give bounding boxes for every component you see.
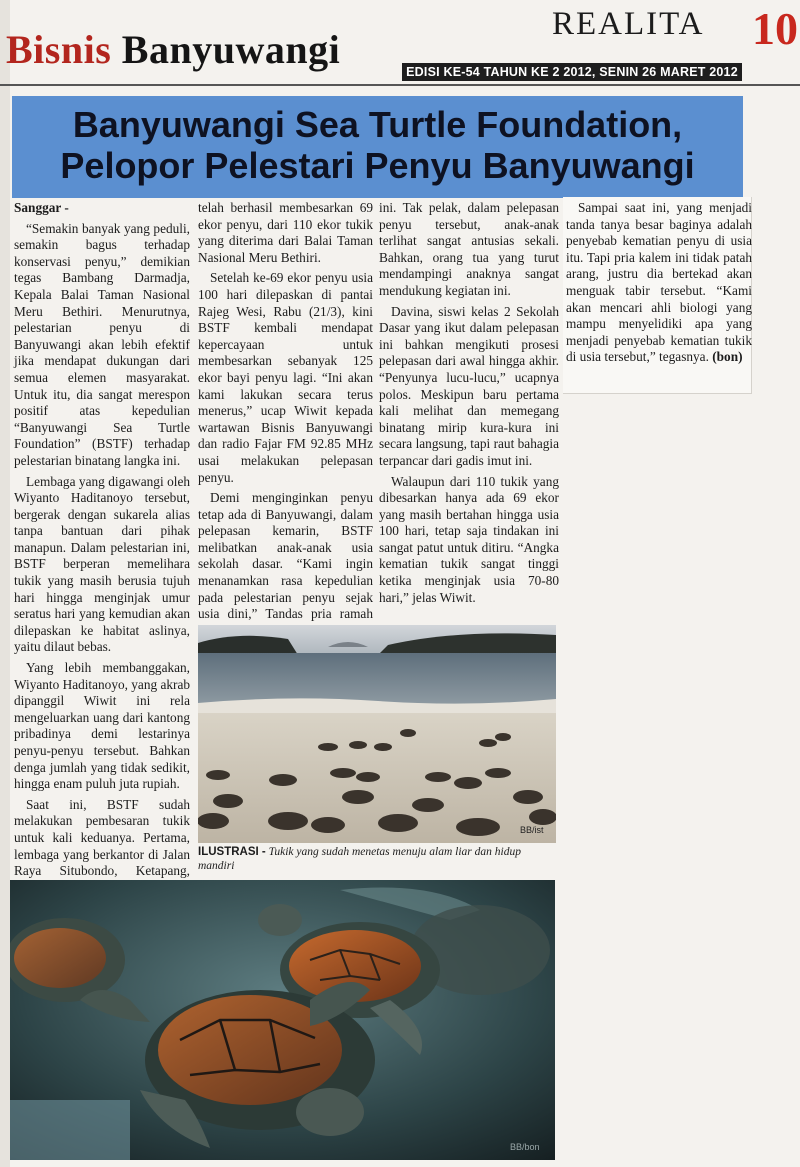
page-number: 10 (752, 3, 798, 54)
section-title-black: Banyuwangi (121, 27, 341, 72)
headline-box (12, 96, 743, 198)
paragraph: “Semakin banyak yang peduli, semakin bagus terhadap konservasi penyu,” demikian tegas Bambang Darmadja, Kepala Balai Taman Nasional Meru Bethiri. Menurutnya, pelestarian penyu di Banyuwangi akan lebih efektif jika mendapat dukungan dari semua elemen masyarakat. Untuk itu, dia sangat merespon positif atas kepedulian “Banyuwangi Sea Turtle Foundation” (BSTF) terhadap pelestarian binatang langka ini. (14, 220, 190, 468)
paragraph: Walaupun dari 110 tukik yang dibesarkan hanya ada 69 ekor yang masih bertahan hingga usia 100 hari, tetap saja tindakan ini sangat patut untuk ditiru. “Angka kematian tukik sangat tinggi ketika menginjak usia 70-80 hari,” jelas Wiwit. (379, 473, 559, 605)
paragraph: Davina, siswi kelas 2 Sekolah Dasar yang ikut dalam pelepasan ini bahkan mengikuti prosesi pelepasan dari awal hingga akhir. “Penyunya lucu-lucu,” ucapnya polos. Meskipun baru pertama kali melihat dan memegang binatang mirip kura-kura ini secara langsung, tapi raut bahagia terpancar dari gadis imut ini. (379, 303, 559, 468)
photo-caption (198, 845, 554, 873)
closing-paragraph: Sampai saat ini, yang menjadi tanda tanya besar baginya adalah penyebab kematian penyu di usia itu. Tapi pria kalem ini tidak patah arang, justru dia bertekad akan menguak tabir tersebut. “Kami akan mencari ahli biologi yang mampu menyelidiki apa yang menjadi penyebab kematian tukik di usia tersebut,” tegasnya. (566, 200, 752, 365)
newspaper-name: REALITA (552, 6, 705, 42)
paragraph: Setelah ke-69 ekor penyu usia 100 hari dilepaskan di pantai Rajeg Wesi, Rabu (21/3), kini BSTF kembali mendapat kepercayaan untuk membesarkan sebanyak 125 ekor bayi penyu lagi. “Ini akan kami lakukan secara terus menerus,” ucap Wiwit kepada wartawan Bisnis Banyuwangi dan radio Fajar FM 92.85 MHz usai melakukan pelepasan penyu. (198, 270, 373, 485)
paragraph: Yang lebih membanggakan, Wiyanto Haditanoyo, yang akrab dipanggil Wiwit ini rela mengeluarkan uang dari kantong pribadinya demi lestarinya penyu-penyu tersebut. Bahkan denga jumlah yang tidak sedikit, hingga enam puluh juta rupiah. (14, 660, 190, 792)
headline-line-1: Banyuwangi Sea Turtle Foundation, (72, 104, 683, 145)
beach-photo-credit: BB/ist (520, 825, 544, 835)
paragraph: telah berhasil membesarkan 69 ekor penyu, dari 110 ekor tukik yang diterima dari Balai Taman Nasional Meru Bethiri. (198, 200, 373, 265)
edition-bar: EDISI KE-54 TAHUN KE 2 2012, SENIN 26 MARET 2012 (402, 63, 742, 81)
paragraph: ini. Tak pelak, dalam pelepasan penyu tersebut, anak-anak terlihat sangat antusias sekali. Bahkan, orang tua yang turut mendampingi anaknya sangat mendukung kegiatan ini. (379, 200, 559, 298)
caption-text: Tukik yang sudah menetas menuju alam liar dan hidup mandiri (198, 846, 521, 872)
paragraph: Demi menginginkan penyu tetap ada di Banyuwangi, dalam pelepasan kemarin, BSTF melibatkan anak-anak usia sekolah dasar. “Kami ingin menanamkan rasa kepedulian pada pelestarian penyu sejak usia dini,” Tandas pria ramah (198, 490, 373, 622)
scan-margin (0, 0, 10, 1167)
author-signoff: (bon) (712, 349, 743, 365)
paragraph (566, 200, 752, 366)
paragraph (14, 200, 190, 217)
turtles-photo-credit: BB/bon (510, 1142, 540, 1152)
article-column-3 (379, 200, 559, 610)
headline (12, 96, 743, 186)
dateline: Sanggar - (14, 200, 69, 215)
beach-hatchlings-photo (198, 625, 556, 843)
sea-turtles-photo (10, 880, 555, 1160)
turtles-photo-illustration (10, 880, 555, 1160)
section-title-red: Bisnis (6, 27, 112, 72)
headline-line-2: Pelopor Pelestari Penyu Banyuwangi (60, 145, 695, 186)
article-column-1 (14, 200, 190, 900)
paragraph: Lembaga yang digawangi oleh Wiyanto Haditanoyo tersebut, bergerak dengan sukarela alias tanpa bantuan dari pihak manapun. Dalam pelestarian ini, BSTF berperan memelihara tukik yang masih berusia tujuh hari hingga menginjak umur seratus hari yang kemudian akan dilepaskan ke habitat aslinya, yaitu dilaut bebas. (14, 473, 190, 655)
caption-label: ILUSTRASI - (198, 846, 266, 858)
article-column-4 (566, 200, 752, 370)
masthead-rule (0, 84, 800, 86)
paragraph: Saat ini, BSTF sudah melakukan pembesaran tukik untuk kali keduanya. Pertama, lembaga yang berkantor di Jalan Raya Situbondo, Ketapang, (14, 796, 190, 879)
section-title (6, 26, 340, 73)
beach-photo-illustration (198, 625, 556, 843)
article-column-2 (198, 200, 373, 643)
